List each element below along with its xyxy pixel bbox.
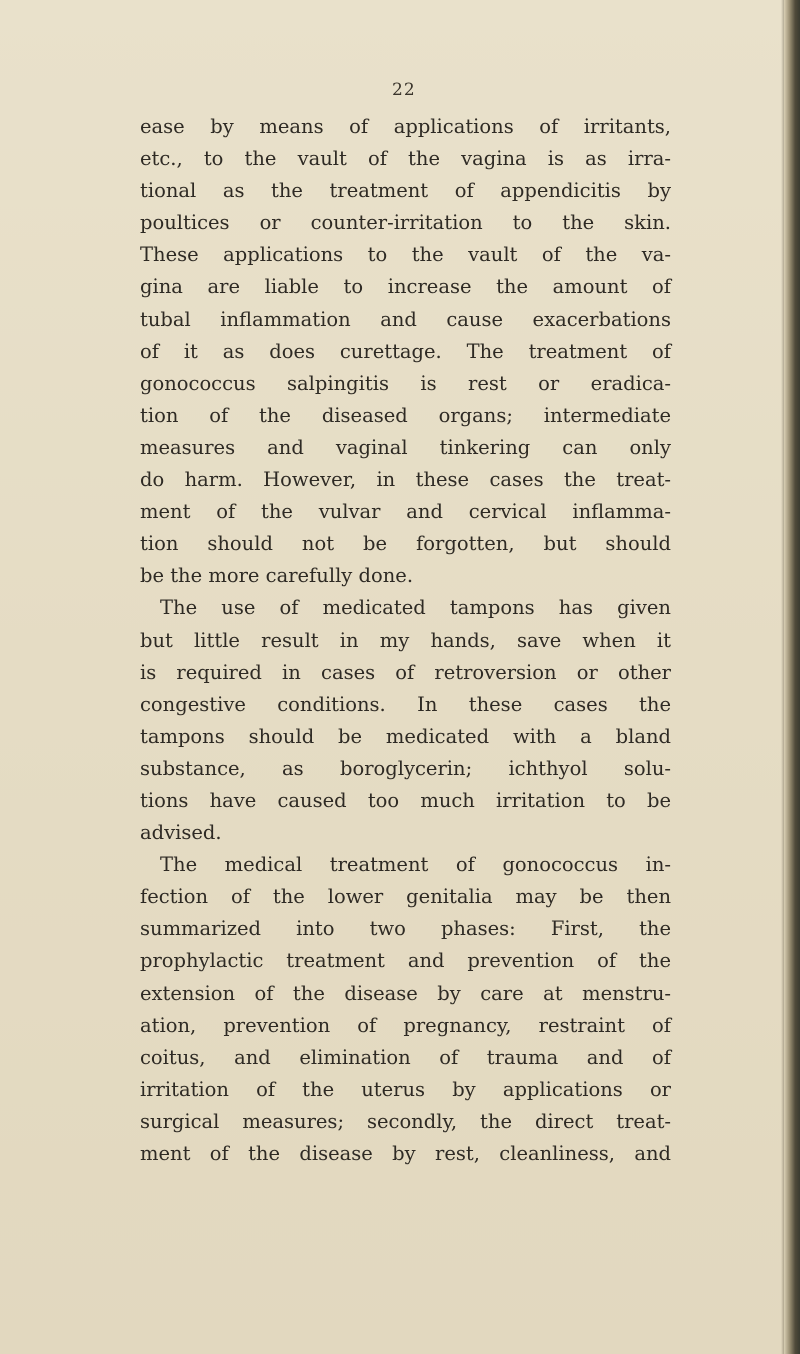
text-line: congestive conditions. In these cases the bbox=[140, 692, 671, 716]
text-line: is required in cases of retroversion or other bbox=[140, 660, 671, 684]
text-line: coitus, and elimination of trauma and of bbox=[140, 1045, 671, 1069]
book-spine-edge bbox=[784, 0, 800, 1354]
text-line: measures and vaginal tinkering can only bbox=[140, 435, 671, 459]
text-line: be the more carefully done. bbox=[140, 564, 414, 588]
text-line: gina are liable to increase the amount of bbox=[140, 275, 671, 299]
text-line: tions have caused too much irritation to be bbox=[140, 788, 671, 812]
text-line: extension of the disease by care at menstru- bbox=[140, 981, 671, 1005]
text-line: tional as the treatment of appendicitis by bbox=[140, 179, 671, 203]
text-line: gonococcus salpingitis is rest or eradica- bbox=[140, 371, 671, 395]
text-line: summarized into two phases: First, the bbox=[140, 917, 671, 941]
text-line: tion of the diseased organs; intermediate bbox=[140, 403, 671, 427]
text-line: These applications to the vault of the va- bbox=[140, 243, 671, 267]
text-line: tubal inflammation and cause exacerbations bbox=[140, 307, 671, 331]
text-line: but little result in my hands, save when it bbox=[140, 628, 671, 652]
text-line: prophylactic treatment and prevention of the bbox=[140, 949, 671, 973]
text-line: poultices or counter-irritation to the skin. bbox=[140, 211, 671, 235]
text-line: of it as does curettage. The treatment of bbox=[140, 339, 671, 363]
text-line: ment of the vulvar and cervical inflamma- bbox=[140, 500, 671, 524]
text-line: tampons should be medicated with a bland bbox=[140, 724, 671, 748]
page-number: 22 bbox=[392, 80, 416, 100]
body-text bbox=[140, 111, 671, 1170]
text-line: irritation of the uterus by applications or bbox=[140, 1077, 671, 1101]
text-line: substance, as boroglycerin; ichthyol solu- bbox=[140, 756, 671, 780]
paragraph-start-line: The use of medicated tampons has given bbox=[160, 596, 671, 620]
text-line: advised. bbox=[140, 821, 222, 845]
text-line: do harm. However, in these cases the treat- bbox=[140, 468, 671, 492]
text-line: etc., to the vault of the vagina is as irra- bbox=[140, 147, 671, 171]
text-line: ation, prevention of pregnancy, restraint of bbox=[140, 1013, 671, 1037]
text-line: ease by means of applications of irritants, bbox=[140, 115, 671, 138]
text-line: fection of the lower genitalia may be then bbox=[140, 885, 671, 909]
paragraph-start-line: The medical treatment of gonococcus in- bbox=[160, 853, 671, 877]
text-line: ment of the disease by rest, cleanliness, and bbox=[140, 1142, 671, 1165]
text-line: tion should not be forgotten, but should bbox=[140, 532, 671, 556]
text-line: surgical measures; secondly, the direct treat- bbox=[140, 1109, 671, 1133]
